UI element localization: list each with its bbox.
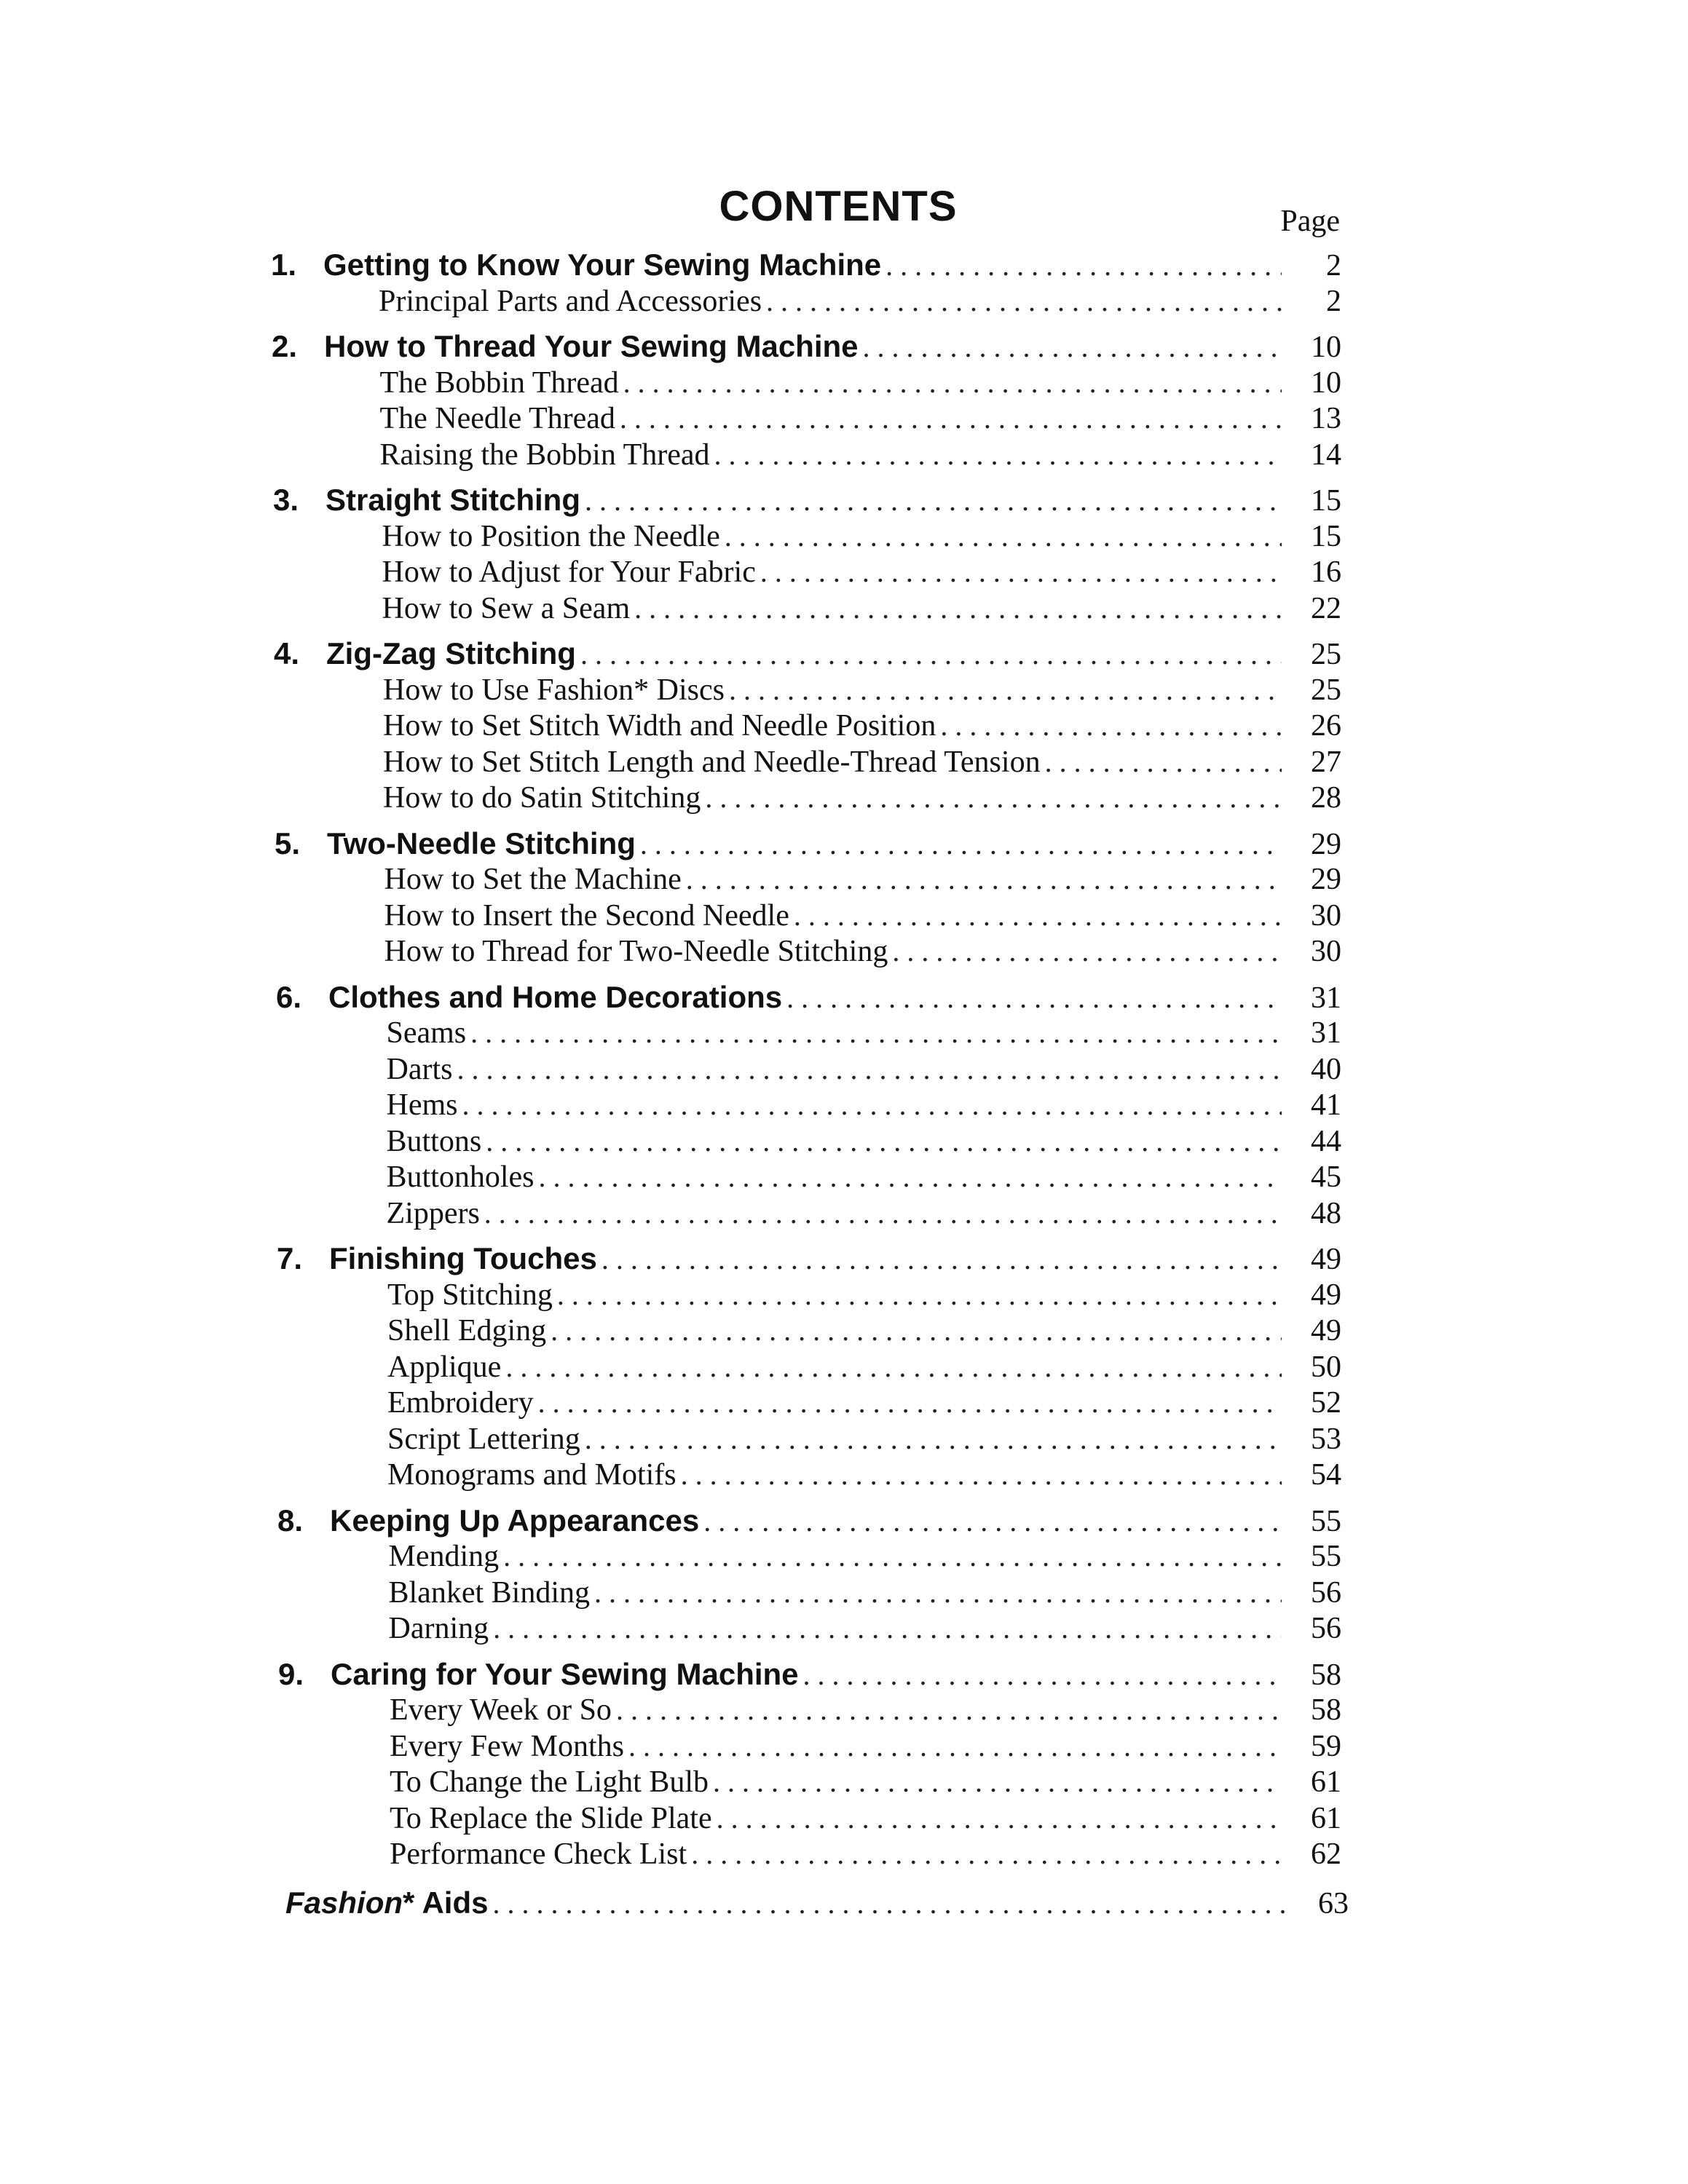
toc-chapter-row (276, 980, 1341, 1021)
toc-section-row (387, 1124, 1342, 1165)
page-number: 29 (1311, 827, 1341, 861)
page-number: 15 (1311, 519, 1341, 553)
page-number: 44 (1311, 1124, 1341, 1158)
fashion-brand-word: Fashion (285, 1885, 403, 1920)
chapter-number: 6. (276, 979, 302, 1014)
dot-leader (940, 708, 1282, 743)
chapter-title: Straight Stitching (326, 483, 580, 517)
page-number: 50 (1311, 1350, 1341, 1384)
dot-leader (486, 1124, 1282, 1158)
page-number: 49 (1311, 1278, 1341, 1312)
page-number: 10 (1311, 365, 1341, 400)
chapter-number: 7. (277, 1241, 303, 1275)
dot-leader (713, 1765, 1282, 1799)
section-title: To Replace the Slide Plate (390, 1801, 712, 1835)
dot-leader (628, 1729, 1282, 1763)
dot-leader (585, 483, 1282, 518)
page-number: 55 (1311, 1504, 1341, 1538)
page-number: 31 (1311, 981, 1341, 1015)
dot-leader (602, 1242, 1282, 1276)
page-number: 41 (1311, 1088, 1341, 1122)
dot-leader (505, 1350, 1282, 1384)
dot-leader (892, 934, 1282, 968)
page-number: 59 (1311, 1729, 1341, 1763)
toc-chapter-row (272, 329, 1341, 370)
page-number: 30 (1311, 898, 1341, 933)
toc-extra-row (285, 1886, 1349, 1926)
page-number: 13 (1311, 402, 1341, 435)
section-title: Every Few Months (390, 1729, 624, 1763)
page-title: CONTENTS (719, 183, 958, 230)
page-number: 40 (1311, 1052, 1341, 1086)
toc-section-row (387, 1385, 1341, 1426)
dot-leader (886, 248, 1282, 282)
section-title: How to do Satin Stitching (383, 781, 701, 815)
page-number: 56 (1311, 1575, 1341, 1610)
section-title: The Bobbin Thread (379, 365, 619, 400)
section-title: How to Adjust for Your Fabric (382, 555, 756, 589)
chapter-title: Zig-Zag Stitching (326, 636, 576, 670)
chapter-number: 2. (272, 329, 298, 363)
page-number: 29 (1311, 863, 1341, 896)
dot-leader (616, 1693, 1282, 1727)
dot-leader (580, 637, 1282, 671)
dot-leader (457, 1052, 1282, 1086)
section-title: Mending (388, 1540, 500, 1573)
dot-leader (493, 1611, 1282, 1645)
section-title: Hems (386, 1088, 458, 1122)
page-number: 61 (1311, 1765, 1341, 1799)
page-number: 26 (1311, 709, 1341, 743)
dot-leader (686, 862, 1282, 896)
page-number: 49 (1311, 1243, 1341, 1276)
dot-leader (729, 673, 1282, 707)
dot-leader (620, 401, 1282, 435)
page-number: 55 (1311, 1540, 1341, 1573)
section-title: Shell Edging (387, 1314, 547, 1348)
toc-section-row (389, 1575, 1342, 1616)
toc-section-row (390, 1801, 1341, 1842)
toc-section-row (384, 862, 1342, 903)
toc-section-row (384, 898, 1342, 939)
dot-leader (640, 827, 1282, 861)
section-title: How to Position the Needle (382, 519, 720, 553)
chapter-title: Caring for Your Sewing Machine (331, 1656, 799, 1691)
dot-leader (717, 1801, 1282, 1835)
page-number: 61 (1311, 1801, 1341, 1835)
dot-leader (538, 1385, 1282, 1420)
toc-section-row (387, 1350, 1341, 1390)
dot-leader (691, 1837, 1282, 1871)
dot-leader (492, 1886, 1289, 1920)
section-title: Performance Check List (390, 1837, 687, 1871)
page-number: 15 (1311, 484, 1341, 518)
dot-leader (794, 898, 1282, 933)
chapter-title: Two-Needle Stitching (327, 826, 636, 860)
section-title: How to Set Stitch Width and Needle Position (383, 709, 936, 743)
dot-leader (551, 1313, 1282, 1348)
section-title: Buttonholes (386, 1160, 535, 1194)
dot-leader (503, 1539, 1282, 1573)
dot-leader (703, 1504, 1282, 1538)
toc-section-row (387, 1313, 1341, 1354)
section-title: How to Thread for Two-Needle Stitching (384, 935, 888, 968)
page-number: 62 (1311, 1837, 1341, 1871)
toc-section-row (380, 438, 1342, 478)
page-number: 31 (1311, 1016, 1341, 1050)
toc-section-row (387, 1196, 1342, 1237)
section-title: To Change the Light Bulb (390, 1765, 709, 1799)
page-number: 16 (1311, 555, 1341, 589)
page-number: 54 (1311, 1458, 1341, 1492)
chapter-number: 4. (274, 636, 300, 670)
page-number: 48 (1311, 1196, 1341, 1230)
page-number: 10 (1311, 331, 1341, 364)
section-title: Blanket Binding (388, 1575, 590, 1610)
page-number: 14 (1311, 438, 1341, 472)
section-title: How to Sew a Seam (382, 591, 631, 625)
toc-section-row (387, 1016, 1342, 1056)
dot-leader (634, 591, 1282, 625)
section-title: Top Stitching (387, 1278, 553, 1312)
chapter-title: Finishing Touches (329, 1241, 597, 1275)
toc-section-row (387, 1278, 1341, 1318)
dot-leader (681, 1457, 1282, 1492)
section-title: Darning (388, 1612, 489, 1645)
section-title: Seams (386, 1016, 467, 1050)
page-number: 2 (1326, 284, 1341, 318)
toc-chapter-row (277, 1503, 1341, 1544)
toc-section-row (383, 745, 1341, 786)
section-title: How to Insert the Second Needle (384, 898, 789, 933)
section-title: Zippers (386, 1196, 480, 1230)
section-title: How to Use Fashion* Discs (383, 673, 725, 707)
chapter-number: 8. (277, 1503, 304, 1538)
toc-section-row (387, 1457, 1341, 1498)
section-title: Script Lettering (387, 1422, 580, 1456)
page-column-header: Page (1280, 205, 1340, 238)
dot-leader (539, 1160, 1282, 1194)
toc-section-row (382, 591, 1342, 632)
dot-leader (623, 365, 1282, 400)
toc-section-row (383, 673, 1341, 713)
page-number: 52 (1311, 1386, 1341, 1420)
dot-leader (760, 555, 1282, 589)
chapter-number: 9. (278, 1656, 304, 1691)
toc-section-row (387, 1052, 1342, 1093)
chapter-title: Clothes and Home Decorations (328, 979, 783, 1014)
page-number: 2 (1326, 249, 1341, 282)
section-title: Monograms and Motifs (387, 1458, 677, 1492)
dot-leader (484, 1196, 1282, 1230)
dot-leader (557, 1278, 1282, 1312)
page-number: 27 (1311, 745, 1341, 779)
dot-leader (594, 1575, 1282, 1610)
page-number: 63 (1318, 1886, 1349, 1920)
chapter-number: 5. (275, 826, 301, 860)
dot-leader (705, 780, 1282, 815)
toc-section-row (390, 1729, 1341, 1770)
toc-section-row (384, 934, 1342, 975)
section-title: Raising the Bobbin Thread (379, 438, 710, 472)
section-title: How to Set Stitch Length and Needle-Thread Tension (383, 745, 1041, 779)
toc-chapter-row (271, 248, 1341, 288)
section-title: Embroidery (387, 1386, 534, 1420)
page-number: 25 (1311, 673, 1341, 707)
page-number: 58 (1311, 1693, 1341, 1727)
page-number: 45 (1311, 1160, 1341, 1194)
section-title: Buttons (386, 1124, 482, 1158)
dot-leader (714, 438, 1282, 472)
dot-leader (803, 1658, 1282, 1692)
section-title: The Needle Thread (379, 402, 615, 435)
dot-leader (585, 1422, 1282, 1456)
dot-leader (786, 981, 1282, 1015)
toc-section-row (379, 284, 1341, 325)
dot-leader (766, 284, 1282, 318)
page-number: 58 (1311, 1658, 1341, 1692)
page-number: 25 (1311, 638, 1341, 671)
chapter-title: Getting to Know Your Sewing Machine (323, 248, 882, 282)
toc-section-row (390, 1693, 1341, 1733)
chapter-number: 1. (271, 248, 297, 282)
dot-leader (725, 519, 1282, 553)
toc-chapter-row (275, 826, 1341, 867)
toc-section-row (389, 1539, 1342, 1580)
page-number: 56 (1311, 1612, 1341, 1645)
toc-section-row (380, 365, 1342, 406)
section-title: Principal Parts and Accessories (379, 284, 762, 318)
page-number: 28 (1311, 781, 1341, 815)
toc-section-row (382, 519, 1342, 560)
toc-section-row (389, 1611, 1342, 1652)
toc-section-row (383, 708, 1341, 749)
section-title (285, 1886, 488, 1920)
toc-section-row (383, 780, 1341, 821)
toc-chapter-row (278, 1657, 1341, 1698)
aids-word: * Aids (403, 1885, 489, 1920)
chapter-number: 3. (273, 483, 299, 517)
section-title: How to Set the Machine (384, 863, 682, 896)
page-number: 30 (1311, 935, 1341, 968)
section-title: Applique (387, 1350, 502, 1384)
toc-section-row (390, 1765, 1341, 1805)
toc-section-row (390, 1837, 1341, 1878)
toc-section-row (387, 1088, 1342, 1128)
dot-leader (470, 1016, 1282, 1050)
dot-leader (863, 330, 1282, 364)
toc-chapter-row (277, 1241, 1341, 1282)
section-title: Darts (386, 1052, 453, 1086)
toc-chapter-row (274, 636, 1341, 677)
page-number: 22 (1311, 591, 1341, 625)
toc-section-row (387, 1422, 1341, 1463)
toc-section-row (380, 401, 1342, 442)
chapter-title: How to Thread Your Sewing Machine (324, 329, 859, 363)
page-number: 53 (1311, 1422, 1341, 1456)
chapter-title: Keeping Up Appearances (330, 1503, 700, 1538)
section-title: Every Week or So (390, 1693, 612, 1727)
page-number: 49 (1311, 1314, 1341, 1348)
toc-section-row (387, 1160, 1342, 1200)
toc-section-row (382, 555, 1342, 596)
dot-leader (462, 1088, 1282, 1122)
dot-leader (1045, 745, 1282, 779)
toc-chapter-row (273, 483, 1341, 523)
